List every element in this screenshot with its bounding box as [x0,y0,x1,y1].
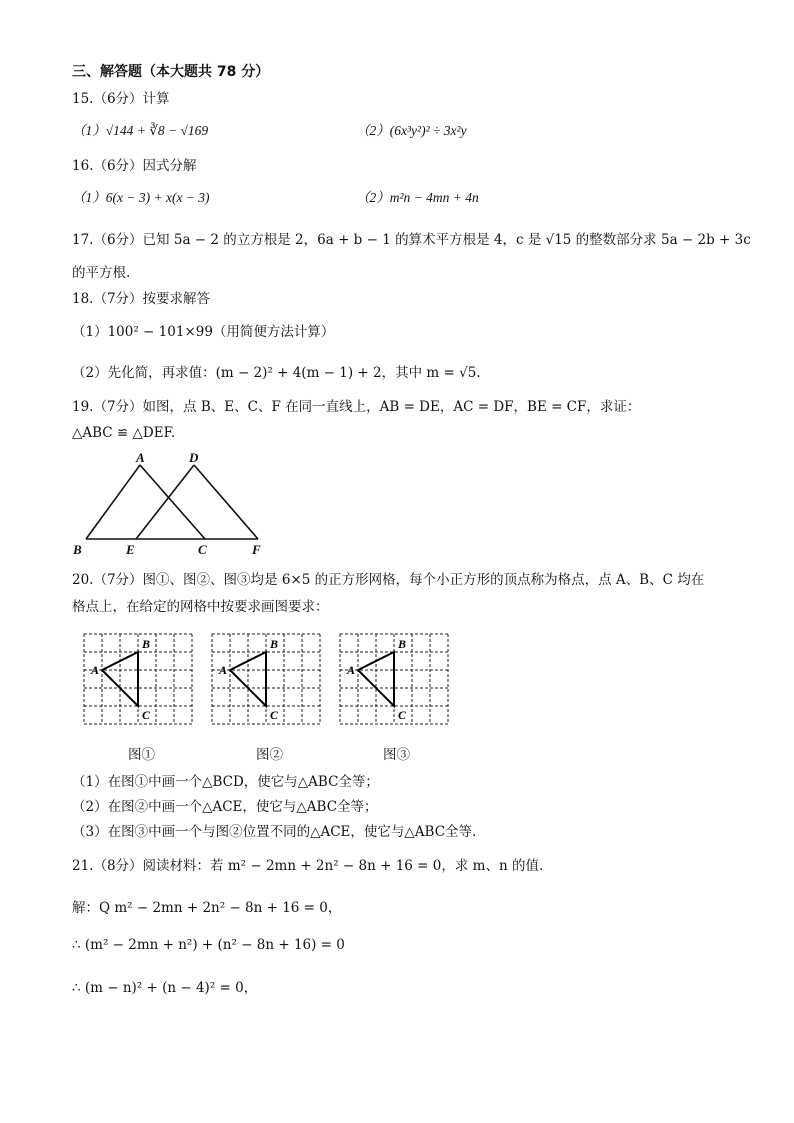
q17-line2: 的平方根. [72,265,131,281]
grid-point-label-b: B [398,637,407,651]
segment-df [194,465,258,539]
q19-line2: △ABC ≌ △DEF. [72,425,176,441]
segment-ac [140,465,205,539]
q16-part2: （2）m²n − 4mn + 4n [356,190,479,205]
q20-line1: 20.（7分）图①、图②、图③均是 6×5 的正方形网格，每个小正方形的顶点称为格点，点 A、B、C 均在 [72,572,705,588]
q20-line2: 格点上，在给定的网格中按要求画图要求： [72,599,329,615]
q21-line1: 21.（8分）阅读材料：若 m² − 2mn + 2n² − 8n + 16 = 0，求 m、n 的值. [72,858,544,874]
caption-fig2: 图② [256,747,283,763]
grid-point-label-b: B [270,637,279,651]
q18-heading: 18.（7分）按要求解答 [72,291,211,307]
grid-point-label-a: A [347,663,356,677]
q16-heading: 16.（6分）因式分解 [72,158,197,174]
grid-point-label-c: C [270,708,279,722]
grid-point-label-c: C [142,708,151,722]
label-d: D [189,450,199,465]
grid-point-label-c: C [398,708,407,722]
q20-grid-1 [80,630,196,734]
caption-fig1: 图① [128,747,155,763]
q21-step2: ∴ (m² − 2mn + n²) + (n² − 8n + 16) = 0 [72,937,345,953]
label-e: E [126,542,135,557]
q18-part2: （2）先化简，再求值：(m − 2)² + 4(m − 1) + 2，其中 m = √5. [72,365,481,381]
grid-point-label-a: A [91,663,100,677]
q20-part3: （3）在图③中画一个与图②位置不同的△ACE，使它与△ABC全等. [72,824,477,840]
q21-step3: ∴ (m − n)² + (n − 4)² = 0， [72,980,258,996]
grid-point-label-a: A [219,663,228,677]
label-f: F [252,542,261,557]
caption-fig3: 图③ [383,747,410,763]
q19-figure [68,450,278,558]
q15-heading: 15.（6分）计算 [72,91,170,107]
q17-line1: 17.（6分）已知 5a − 2 的立方根是 2，6a + b − 1 的算术平方根是 4，c 是 √15 的整数部分求 5a − 2b + 3c [72,232,751,248]
q19-line1: 19.（7分）如图，点 B、E、C、F 在同一直线上，AB = DE，AC = DF，BE = CF，求证： [72,399,641,415]
q20-part2: （2）在图②中画一个△ACE，使它与△ABC全等； [72,799,378,815]
q20-part1: （1）在图①中画一个△BCD，使它与△ABC全等； [72,774,379,790]
segment-ab [86,465,140,539]
segment-ed [136,465,194,539]
q20-grid-3 [336,630,452,734]
section-title: 三、解答题（本大题共 78 分） [72,64,270,80]
q15-part2: （2）(6x³y²)² ÷ 3x²y [356,123,467,138]
q16-part1: （1）6(x − 3) + x(x − 3) [72,190,210,205]
q18-part1: （1）100² − 101×99（用简便方法计算） [72,324,335,340]
q21-step1: 解：Q m² − 2mn + 2n² − 8n + 16 = 0， [72,900,342,916]
label-c: C [198,542,207,557]
grid-point-label-b: B [142,637,151,651]
q15-part1: （1）√144 + ∛8 − √169 [72,123,209,138]
label-a: A [136,450,145,465]
q20-grid-2 [208,630,324,734]
label-b: B [73,542,82,557]
